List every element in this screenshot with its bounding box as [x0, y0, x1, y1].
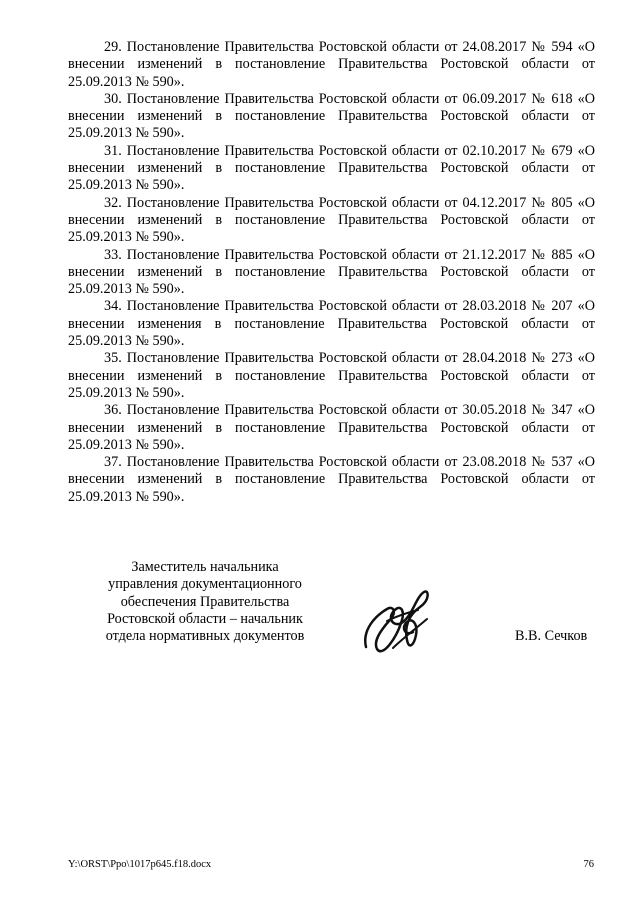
resolutions-list	[68, 39, 595, 506]
signature-stroke	[365, 591, 427, 651]
list-item: 29. Постановление Правительства Ростовской области от 24.08.2017 № 594 «О внесении изменений в постановление Правительства Ростовской области от 25.09.2013 № 590».	[68, 39, 595, 90]
footer-file-path: Y:\ORST\Ppo\1017p645.f18.docx	[68, 859, 212, 870]
list-item: 30. Постановление Правительства Ростовской области от 06.09.2017 № 618 «О внесении изменений в постановление Правительства Ростовской области от 25.09.2013 № 590».	[68, 90, 595, 142]
list-item: 34. Постановление Правительства Ростовской области от 28.03.2018 № 207 «О внесении изменения в постановление Правительства Ростовской области от 25.09.2013 № 590».	[68, 298, 595, 350]
signer-name: В.В. Сечков	[515, 628, 588, 644]
signer-title-line: Ростовской области – начальник	[107, 610, 303, 627]
list-item: 32. Постановление Правительства Ростовской области от 04.12.2017 № 805 «О внесении изменений в постановление Правительства Ростовской области от 25.09.2013 № 590».	[68, 194, 595, 246]
list-item: 33. Постановление Правительства Ростовской области от 21.12.2017 № 885 «О внесении изменений в постановление Правительства Ростовской области от 25.09.2013 № 590».	[68, 246, 595, 298]
handwritten-signature	[358, 585, 438, 660]
signer-title-line: отдела нормативных документов	[105, 628, 305, 645]
signer-title-block	[60, 559, 350, 645]
list-item: 37. Постановление Правительства Ростовской области от 23.08.2018 № 537 «О внесении изменений в постановление Правительства Ростовской области от 25.09.2013 № 590».	[68, 454, 595, 505]
list-item: 36. Постановление Правительства Ростовской области от 30.05.2018 № 347 «О внесении изменений в постановление Правительства Ростовской области от 25.09.2013 № 590».	[68, 402, 595, 453]
signer-title-line: Заместитель начальника	[131, 559, 279, 575]
list-item: 31. Постановление Правительства Ростовской области от 02.10.2017 № 679 «О внесении изменений в постановление Правительства Ростовской области от 25.09.2013 № 590».	[68, 142, 595, 194]
signer-title-line: управления документационного	[108, 576, 302, 593]
list-item: 35. Постановление Правительства Ростовской области от 28.04.2018 № 273 «О внесении изменений в постановление Правительства Ростовской области от 25.09.2013 № 590».	[68, 350, 595, 401]
page-number: 76	[583, 859, 594, 870]
signer-title-line: обеспечения Правительства	[120, 593, 290, 610]
